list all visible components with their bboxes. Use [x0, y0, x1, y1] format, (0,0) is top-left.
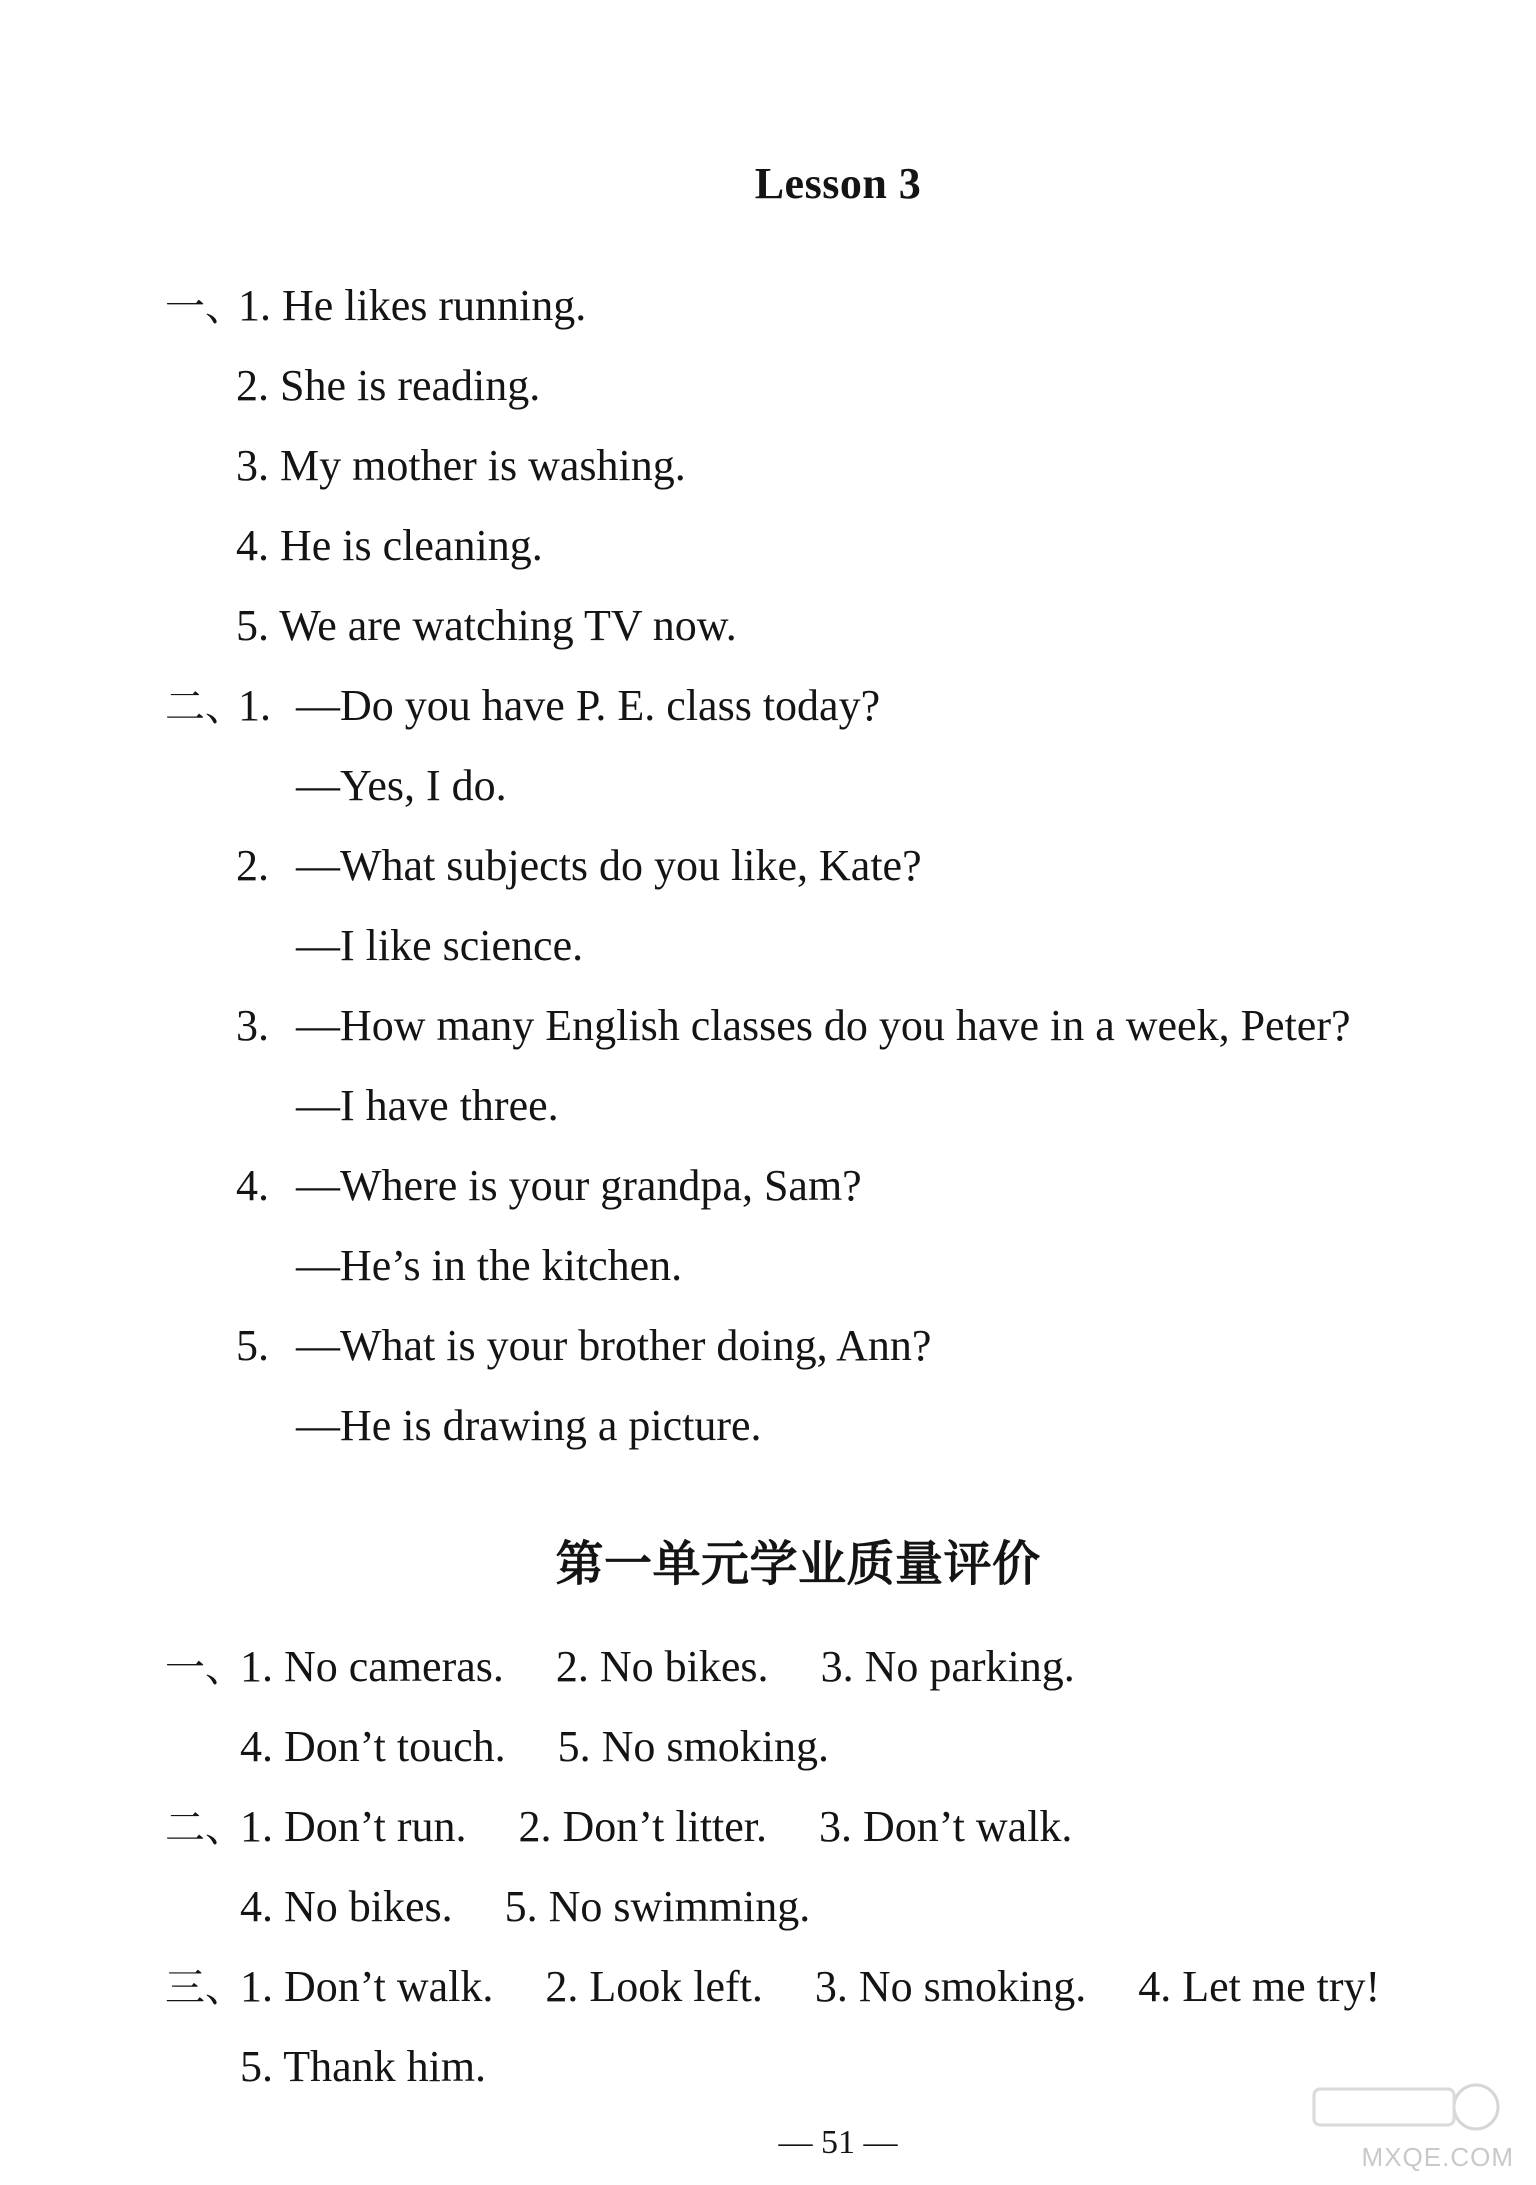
list-item: 2. She is reading.: [236, 361, 541, 410]
dialog-number: 3.: [236, 1001, 269, 1050]
dialog-number: 1.: [238, 681, 271, 730]
answer-row: [240, 1882, 811, 1931]
section-marker: 二、: [165, 684, 245, 730]
dialog-number: 2.: [236, 841, 269, 890]
watermark-text: MXQE.COM: [1361, 2142, 1514, 2172]
list-item: 5. No smoking.: [557, 1722, 829, 1771]
list-item: 5. Thank him.: [240, 2042, 487, 2091]
list-item: 3. Don’t walk.: [819, 1802, 1073, 1851]
answer-row: [240, 1962, 1381, 2011]
dialog-question: —What is your brother doing, Ann?: [296, 1321, 932, 1370]
list-item: 4. He is cleaning.: [236, 521, 543, 570]
dialog-question: —What subjects do you like, Kate?: [296, 841, 922, 890]
dialog-answer: —Yes, I do.: [296, 761, 507, 810]
dialog-question: —Do you have P. E. class today?: [296, 681, 881, 730]
site-watermark: [1294, 2077, 1514, 2173]
list-item: 2. No bikes.: [555, 1642, 769, 1691]
list-item: 1. He likes running.: [238, 281, 587, 330]
list-item: 1. No cameras.: [240, 1642, 504, 1691]
dialog-answer: —He is drawing a picture.: [296, 1401, 762, 1450]
dialog-question: —Where is your grandpa, Sam?: [296, 1161, 862, 1210]
list-item: 5. No swimming.: [504, 1882, 811, 1931]
dialog-question: —How many English classes do you have in a week, Peter?: [296, 1001, 1351, 1050]
section-marker: 二、: [165, 1805, 245, 1851]
dialog-answer: —I have three.: [296, 1081, 559, 1130]
section-marker: 一、: [165, 284, 245, 330]
section-marker: 一、: [165, 1645, 245, 1691]
lesson-title: Lesson 3: [754, 159, 922, 208]
page-number: — 51 —: [778, 2124, 898, 2161]
dialog-answer: —I like science.: [296, 921, 584, 970]
unit-title: 第一单元学业质量评价: [555, 1536, 1041, 1592]
answer-row: [240, 1722, 829, 1771]
list-item: 4. No bikes.: [240, 1882, 453, 1931]
dialog-answer: —He’s in the kitchen.: [296, 1241, 683, 1290]
list-item: 4. Don’t touch.: [240, 1722, 506, 1771]
answer-row: [240, 1642, 1075, 1691]
list-item: 2. Look left.: [545, 1962, 763, 2011]
dialog-number: 4.: [236, 1161, 269, 1210]
list-item: 5. We are watching TV now.: [236, 601, 737, 650]
section-marker: 三、: [165, 1965, 245, 2011]
dialog-number: 5.: [236, 1321, 269, 1370]
list-item: 1. Don’t run.: [240, 1802, 467, 1851]
list-item: 3. No smoking.: [814, 1962, 1087, 2011]
list-item: 3. No parking.: [820, 1642, 1075, 1691]
answer-row: [240, 1802, 1073, 1851]
list-item: 3. My mother is washing.: [236, 441, 686, 490]
list-item: 2. Don’t litter.: [518, 1802, 768, 1851]
answer-row: [240, 2042, 487, 2091]
list-item: 4. Let me try!: [1138, 1962, 1381, 2011]
list-item: 1. Don’t walk.: [240, 1962, 494, 2011]
